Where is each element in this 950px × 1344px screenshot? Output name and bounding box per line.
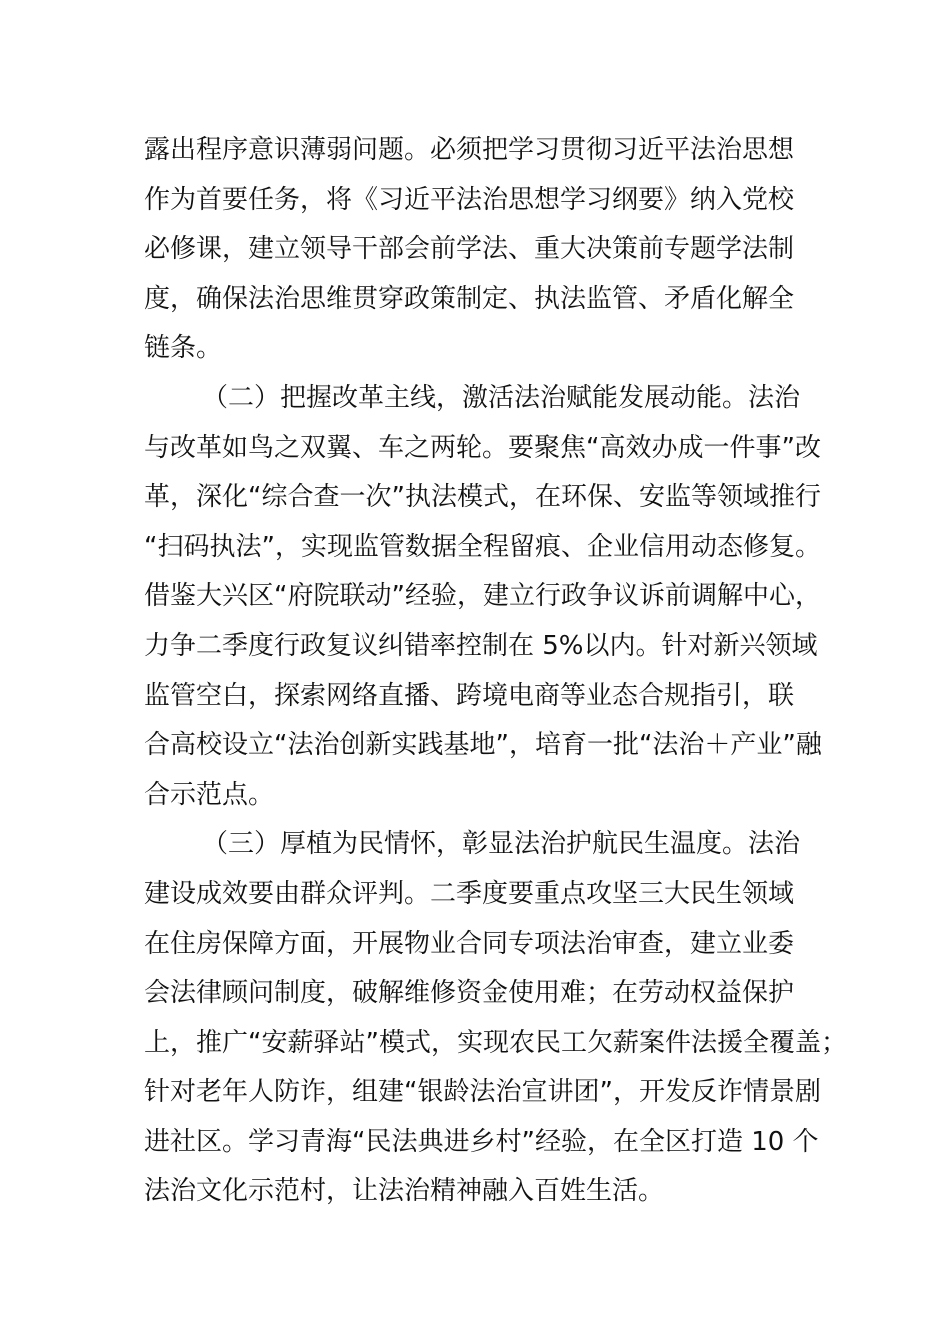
text-line: 合示范点。 — [144, 779, 275, 810]
text-line: 监管空白，探索网络直播、跨境电商等业态合规指引，联 — [144, 680, 795, 711]
text-line: 合高校设立“法治创新实践基地”，培育一批“法治＋产业”融 — [144, 730, 822, 761]
text-line: 与改革如鸟之双翼、车之两轮。要聚焦“高效办成一件事”改 — [144, 432, 821, 463]
text-line: 建设成效要由群众评判。二季度要重点攻坚三大民生领域 — [144, 878, 795, 909]
text-line: 作为首要任务，将《习近平法治思想学习纲要》纳入党校 — [144, 184, 795, 215]
section-heading-line: （三）厚植为民情怀，彰显法治护航民生温度。法治 — [202, 829, 801, 860]
text-line: 针对老年人防诈，组建“银龄法治宣讲团”，开发反诈情景剧 — [144, 1077, 821, 1108]
text-line: 露出程序意识薄弱问题。必须把学习贯彻习近平法治思想 — [144, 135, 795, 165]
text-line: 度，确保法治思维贯穿政策制定、执法监管、矛盾化解全 — [144, 283, 795, 314]
text-line: 革，深化“综合查一次”执法模式，在环保、安监等领域推行 — [144, 482, 821, 513]
text-line: 链条。 — [144, 333, 223, 364]
text-line: 会法律顾问制度，破解维修资金使用难；在劳动权益保护 — [144, 978, 795, 1009]
text-line: 力争二季度行政复议纠错率控制在 5%以内。针对新兴领域 — [144, 630, 818, 661]
text-line: “扫码执法”，实现监管数据全程留痕、企业信用动态修复。 — [144, 531, 821, 562]
text-line: 借鉴大兴区“府院联动”经验，建立行政争议诉前调解中心， — [144, 581, 821, 612]
text-line: 必修课，建立领导干部会前学法、重大决策前专题学法制 — [144, 234, 795, 265]
section-heading-line: （二）把握改革主线，激活法治赋能发展动能。法治 — [202, 382, 801, 413]
body-text — [144, 126, 847, 1217]
text-line: 进社区。学习青海“民法典进乡村”经验，在全区打造 10 个 — [144, 1126, 819, 1157]
text-line: 上，推广“安薪驿站”模式，实现农民工欠薪案件法援全覆盖； — [144, 1027, 847, 1058]
text-line: 在住房保障方面，开展物业合同专项法治审查，建立业委 — [144, 928, 795, 959]
text-line: 法治文化示范村，让法治精神融入百姓生活。 — [144, 1176, 665, 1207]
